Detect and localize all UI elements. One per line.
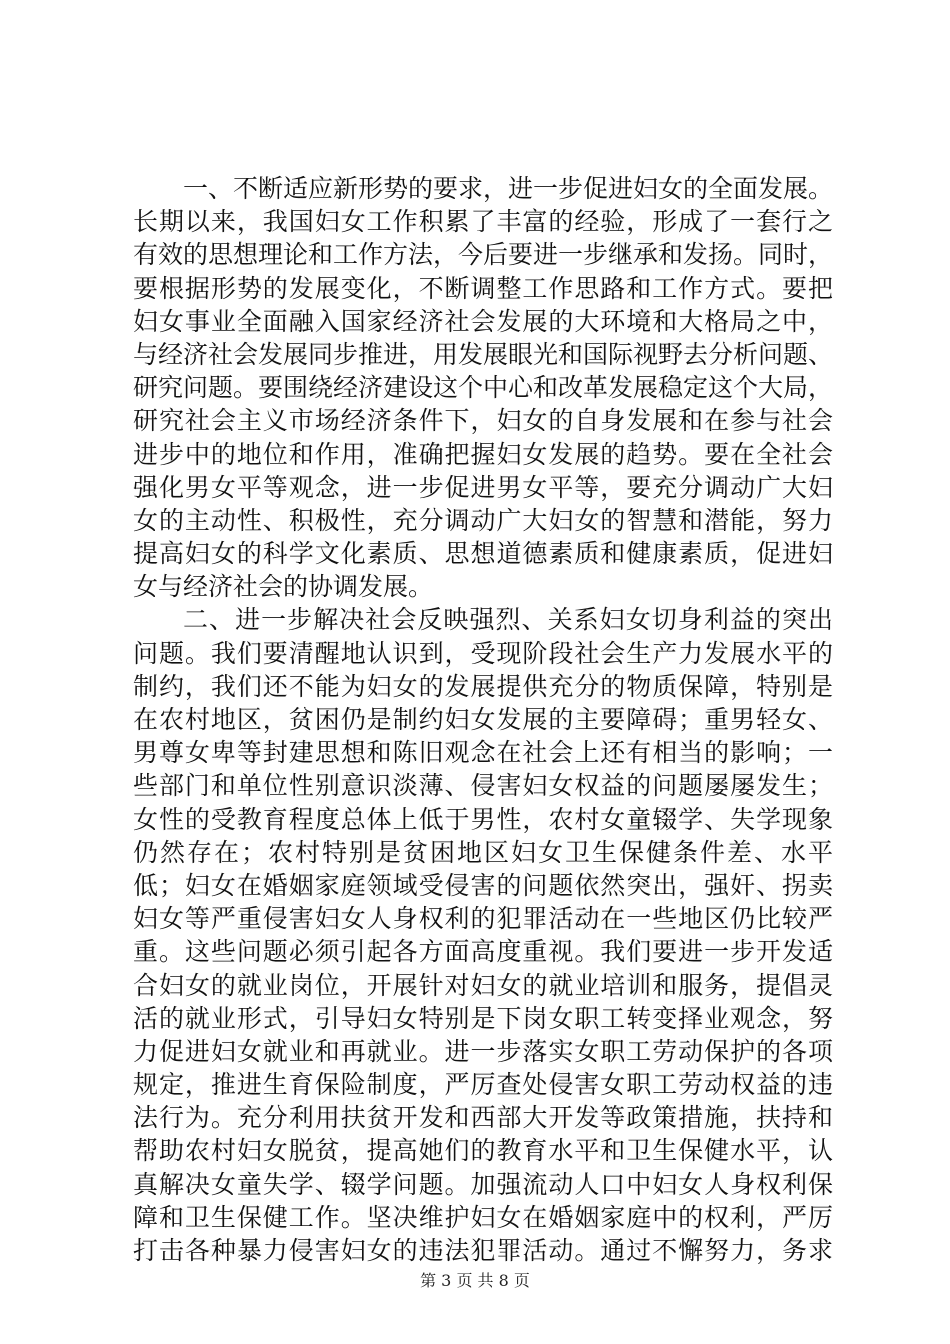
text-line: 女的主动性、积极性，充分调动广大妇女的智慧和潜能，努力: [133, 505, 833, 535]
text-line: 女性的受教育程度总体上低于男性，农村女童辍学、失学现象: [133, 804, 833, 834]
text-line: 男尊女卑等封建思想和陈旧观念在社会上还有相当的影响；一: [133, 738, 833, 768]
text-line: 一、不断适应新形势的要求，进一步促进妇女的全面发展。: [183, 174, 834, 203]
text-line: 在农村地区，贫困仍是制约妇女发展的主要障碍；重男轻女、: [133, 705, 833, 734]
text-line: 要根据形势的发展变化，不断调整工作思路和工作方式。要把: [133, 273, 833, 303]
text-line: 有效的思想理论和工作方法，今后要进一步继承和发扬。同时，: [133, 240, 834, 270]
text-line: 妇女等严重侵害妇女人身权利的犯罪活动在一些地区仍比较严: [133, 904, 833, 934]
page-number-footer: 第 3 页 共 8 页: [420, 1271, 530, 1290]
text-line: 打击各种暴力侵害妇女的违法犯罪活动。通过不懈努力，务求: [133, 1236, 833, 1265]
paragraph: [133, 172, 833, 603]
text-line: 重。这些问题必须引起各方面高度重视。我们要进一步开发适: [133, 937, 833, 967]
text-line: 力促进妇女就业和再就业。进一步落实女职工劳动保护的各项: [133, 1036, 833, 1066]
text-line: 问题。我们要清醒地认识到，受现阶段社会生产力发展水平的: [133, 638, 833, 668]
text-line: 帮助农村妇女脱贫，提高她们的教育水平和卫生保健水平，认: [133, 1136, 833, 1166]
text-line: 低；妇女在婚姻家庭领域受侵害的问题依然突出，强奸、拐卖: [133, 870, 833, 900]
text-line: 规定，推进生育保险制度，严厉查处侵害女职工劳动权益的违: [133, 1070, 833, 1100]
text-line: 活的就业形式，引导妇女特别是下岗女职工转变择业观念，努: [133, 1003, 833, 1033]
text-line: 二、进一步解决社会反映强烈、关系妇女切身利益的突出: [183, 605, 833, 635]
text-line: 仍然存在；农村特别是贫困地区妇女卫生保健条件差、水平: [133, 837, 833, 867]
text-line: 法行为。充分利用扶贫开发和西部大开发等政策措施，扶持和: [133, 1103, 833, 1133]
text-line: 提高妇女的科学文化素质、思想道德素质和健康素质，促进妇: [133, 539, 833, 569]
text-line: 障和卫生保健工作。坚决维护妇女在婚姻家庭中的权利，严厉: [133, 1202, 833, 1232]
text-line: 研究问题。要围绕经济建设这个中心和改革发展稳定这个大局，: [133, 373, 834, 403]
text-line: 强化男女平等观念，进一步促进男女平等，要充分调动广大妇: [133, 472, 833, 502]
text-line: 进步中的地位和作用，准确把握妇女发展的趋势。要在全社会: [133, 439, 833, 469]
document-body: [133, 172, 833, 1267]
text-line: 与经济社会发展同步推进，用发展眼光和国际视野去分析问题、: [133, 339, 834, 369]
text-line: 妇女事业全面融入国家经济社会发展的大环境和大格局之中，: [133, 306, 833, 336]
text-line: 合妇女的就业岗位，开展针对妇女的就业培训和服务，提倡灵: [133, 970, 833, 1000]
text-line: 研究社会主义市场经济条件下，妇女的自身发展和在参与社会: [133, 406, 833, 436]
text-line: 些部门和单位性别意识淡薄、侵害妇女权益的问题屡屡发生；: [133, 771, 833, 801]
paragraph: [133, 603, 833, 1267]
text-line: 女与经济社会的协调发展。: [133, 572, 434, 602]
text-line: 制约，我们还不能为妇女的发展提供充分的物质保障，特别是: [133, 671, 833, 701]
text-line: 长期以来，我国妇女工作积累了丰富的经验，形成了一套行之: [133, 207, 833, 237]
text-line: 真解决女童失学、辍学问题。加强流动人口中妇女人身权利保: [133, 1169, 833, 1199]
